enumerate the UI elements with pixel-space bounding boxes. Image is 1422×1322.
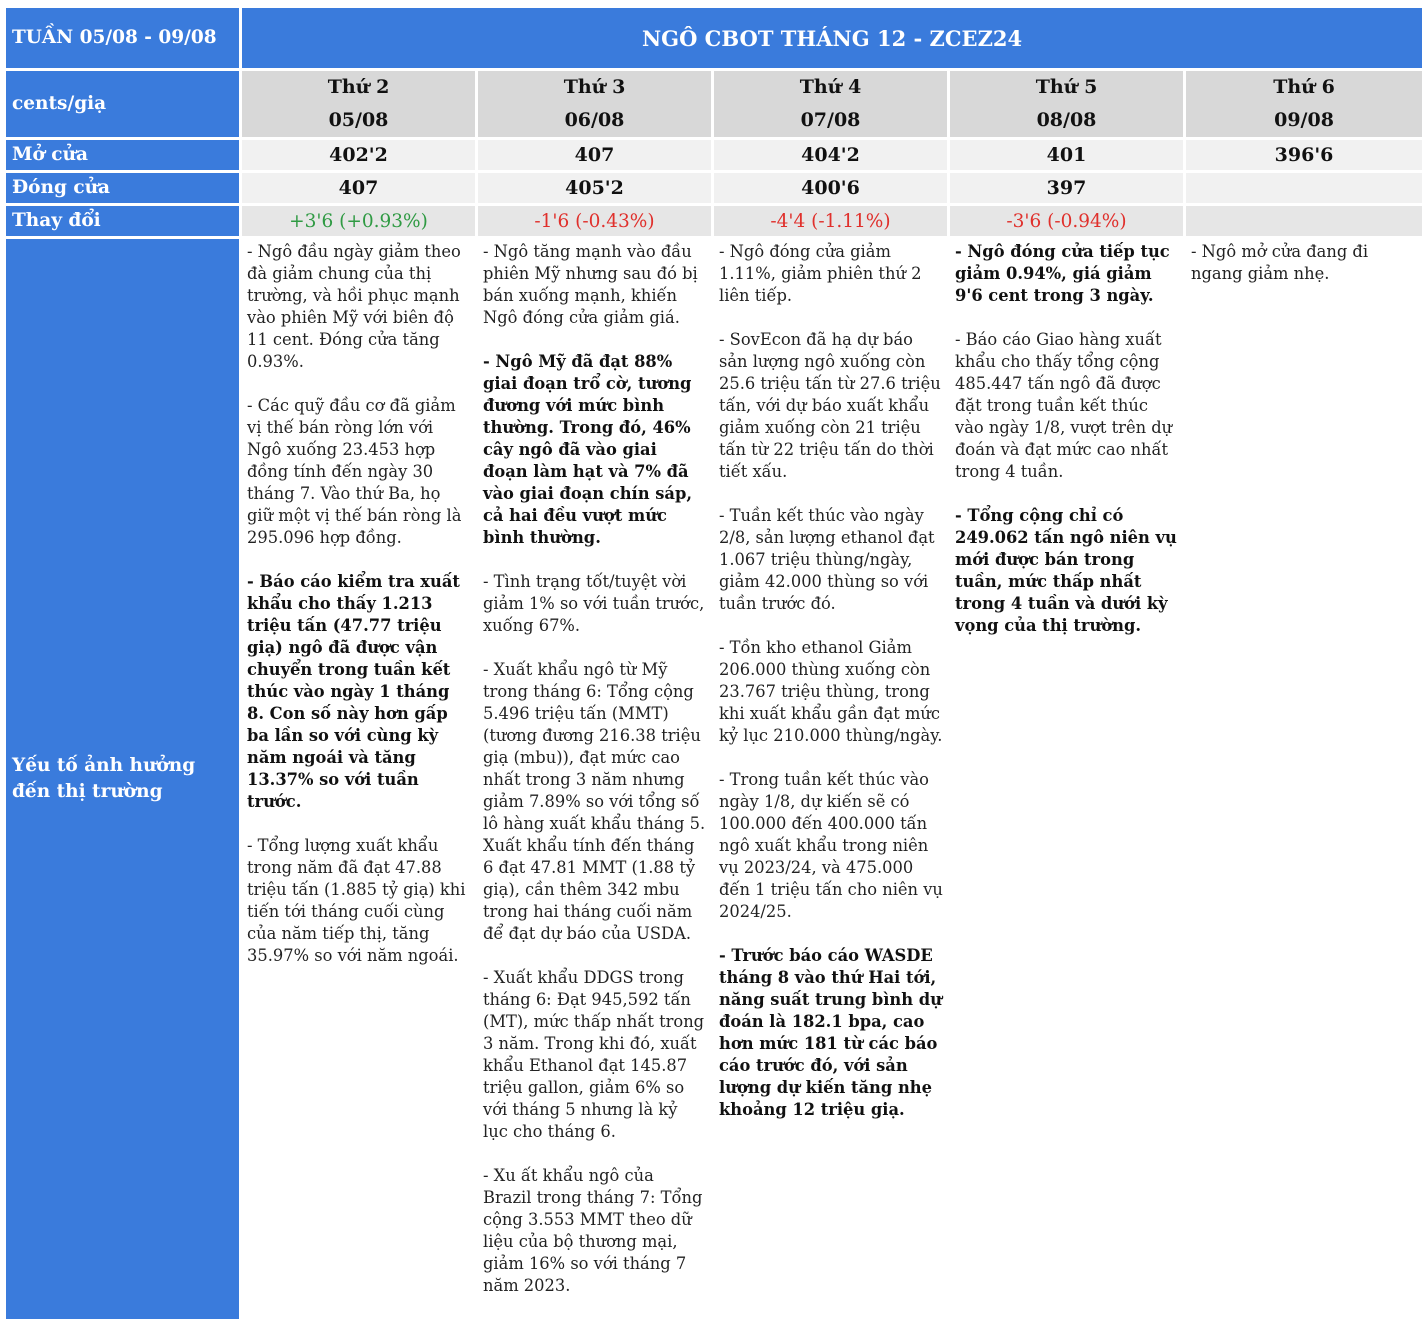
- open-value: 407: [478, 140, 711, 170]
- day-name: Thứ 5: [1035, 76, 1098, 98]
- change-label: Thay đổi: [6, 206, 239, 236]
- change-value: +3'6 (+0.93%): [242, 206, 475, 236]
- note-paragraph: - Tuần kết thúc vào ngày 2/8, sản lượng ethanol đạt 1.067 triệu thùng/ngày, giảm 42.000 thùng so với tuần trước đó.: [719, 506, 935, 613]
- note-paragraph: - Xuất khẩu ngô từ Mỹ trong tháng 6: Tổng cộng 5.496 triệu tấn (MMT) (tương đương 216.38 triệu giạ (mbu)), đạt mức cao nhất trong 3 năm nhưng giảm 7.89% so với tổng số lô hàng xuất khẩu tháng 5. Xuất khẩu tính đến tháng 6 đạt 47.81 MMT (1.88 tỷ giạ), cần thêm 342 mbu trong hai tháng cuối năm để đạt dự báo của USDA.: [483, 660, 706, 943]
- day-notes: [714, 239, 947, 1319]
- day-header: [242, 71, 475, 137]
- close-value: 400'6: [714, 173, 947, 203]
- note-paragraph: - Báo cáo Giao hàng xuất khẩu cho thấy tổng cộng 485.447 tấn ngô đã được đặt trong tuần kết thúc vào ngày 1/8, vượt trên dự đoán và đạt mức cao nhất trong 4 tuần.: [955, 330, 1173, 481]
- day-notes: [1186, 239, 1422, 1319]
- day-notes: [950, 239, 1183, 1319]
- close-value: 397: [950, 173, 1183, 203]
- close-value: 405'2: [478, 173, 711, 203]
- factors-label: Yếu tố ảnh hưởng đến thị trường: [6, 239, 239, 1319]
- note-paragraph: - SovEcon đã hạ dự báo sản lượng ngô xuống còn 25.6 triệu tấn từ 27.6 triệu tấn, với dự báo xuất khẩu giảm xuống còn 21 triệu tấn từ 22 triệu tấn do thời tiết xấu.: [719, 330, 941, 481]
- note-paragraph: - Các quỹ đầu cơ đã giảm vị thế bán ròng lớn với Ngô xuống 23.453 hợp đồng tính đến ngày 30 tháng 7. Vào thứ Ba, họ giữ một vị thế bán ròng là 295.096 hợp đồng.: [247, 396, 462, 547]
- day-header: [1186, 71, 1422, 137]
- day-header: [950, 71, 1183, 137]
- note-paragraph: - Tổng lượng xuất khẩu trong năm đã đạt 47.88 triệu tấn (1.885 tỷ giạ) khi tiến tới tháng cuối cùng của năm tiếp thị, tăng 35.97% so với năm ngoái.: [247, 836, 466, 965]
- change-value: -1'6 (-0.43%): [478, 206, 711, 236]
- day-name: Thứ 2: [327, 76, 390, 98]
- close-label: Đóng cửa: [6, 173, 239, 203]
- table-title: NGÔ CBOT THÁNG 12 - ZCEZ24: [242, 8, 1422, 68]
- open-value: 401: [950, 140, 1183, 170]
- change-value: -3'6 (-0.94%): [950, 206, 1183, 236]
- note-paragraph: - Tổng cộng chỉ có 249.062 tấn ngô niên vụ mới được bán trong tuần, mức thấp nhất trong 4 tuần và dưới kỳ vọng của thị trường.: [955, 506, 1177, 635]
- open-value: 402'2: [242, 140, 475, 170]
- week-range: TUẦN 05/08 - 09/08: [6, 8, 239, 68]
- note-paragraph: - Báo cáo kiểm tra xuất khẩu cho thấy 1.213 triệu tấn (47.77 triệu giạ) ngô đã được vận chuyển trong tuần kết thúc vào ngày 1 tháng 8. Con số này hơn gấp ba lần so với cùng kỳ năm ngoái và tăng 13.37% so với tuần trước.: [247, 572, 460, 811]
- unit-label: cents/giạ: [6, 71, 239, 137]
- note-paragraph: - Ngô đóng cửa giảm 1.11%, giảm phiên thứ 2 liên tiếp.: [719, 242, 922, 305]
- note-paragraph: - Xuất khẩu DDGS trong tháng 6: Đạt 945,592 tấn (MT), mức thấp nhất trong 3 năm. Trong khi đó, xuất khẩu Ethanol đạt 145.87 triệu gallon, giảm 6% so với tháng 5 nhưng là kỷ lục cho tháng 6.: [483, 968, 705, 1141]
- open-label: Mở cửa: [6, 140, 239, 170]
- note-paragraph: - Ngô đầu ngày giảm theo đà giảm chung của thị trường, và hồi phục mạnh vào phiên Mỹ với biên độ 11 cent. Đóng cửa tăng 0.93%.: [247, 242, 461, 371]
- day-name: Thứ 3: [563, 76, 626, 98]
- corn-weekly-table: [3, 5, 1422, 1322]
- note-paragraph: - Ngô đóng cửa tiếp tục giảm 0.94%, giá giảm 9'6 cent trong 3 ngày.: [955, 242, 1170, 305]
- note-paragraph: - Tồn kho ethanol Giảm 206.000 thùng xuống còn 23.767 triệu thùng, trong khi xuất khẩu gần đạt mức kỷ lục 210.000 thùng/ngày.: [719, 638, 943, 745]
- day-notes: [478, 239, 711, 1319]
- day-date: 05/08: [328, 109, 389, 131]
- note-paragraph: - Ngô Mỹ đã đạt 88% giai đoạn trổ cờ, tương đương với mức bình thường. Trong đó, 46% cây ngô đã vào giai đoạn làm hạt và 7% đã vào giai đoạn chín sáp, cả hai đều vượt mức bình thường.: [483, 352, 693, 547]
- day-date: 07/08: [800, 109, 861, 131]
- note-paragraph: - Ngô tăng mạnh vào đầu phiên Mỹ nhưng sau đó bị bán xuống mạnh, khiến Ngô đóng cửa giảm giá.: [483, 242, 698, 327]
- note-paragraph: - Trước báo cáo WASDE tháng 8 vào thứ Hai tới, năng suất trung bình dự đoán là 182.1 bpa, cao hơn mức 181 từ các báo cáo trước đó, với sản lượng dự kiến tăng nhẹ khoảng 12 triệu giạ.: [719, 946, 942, 1119]
- close-value: 407: [242, 173, 475, 203]
- note-paragraph: - Trong tuần kết thúc vào ngày 1/8, dự kiến sẽ có 100.000 đến 400.000 tấn ngô xuất khẩu trong niên vụ 2023/24, và 475.000 đến 1 triệu tấn cho niên vụ 2024/25.: [719, 770, 943, 921]
- day-date: 06/08: [564, 109, 625, 131]
- day-name: Thứ 4: [799, 76, 862, 98]
- close-value: [1186, 173, 1422, 203]
- change-value: [1186, 206, 1422, 236]
- day-name: Thứ 6: [1273, 76, 1335, 98]
- day-date: 08/08: [1036, 109, 1097, 131]
- open-value: 396'6: [1186, 140, 1422, 170]
- day-date: 09/08: [1274, 109, 1334, 131]
- note-paragraph: - Ngô mở cửa đang đi ngang giảm nhẹ.: [1191, 242, 1369, 283]
- open-value: 404'2: [714, 140, 947, 170]
- day-notes: [242, 239, 475, 1319]
- day-header: [478, 71, 711, 137]
- day-header: [714, 71, 947, 137]
- note-paragraph: - Tình trạng tốt/tuyệt vời giảm 1% so với tuần trước, xuống 67%.: [483, 572, 705, 635]
- note-paragraph: - Xu ất khẩu ngô của Brazil trong tháng 7: Tổng cộng 3.553 MMT theo dữ liệu của bộ thương mại, giảm 16% so với tháng 7 năm 2023.: [483, 1166, 703, 1295]
- change-value: -4'4 (-1.11%): [714, 206, 947, 236]
